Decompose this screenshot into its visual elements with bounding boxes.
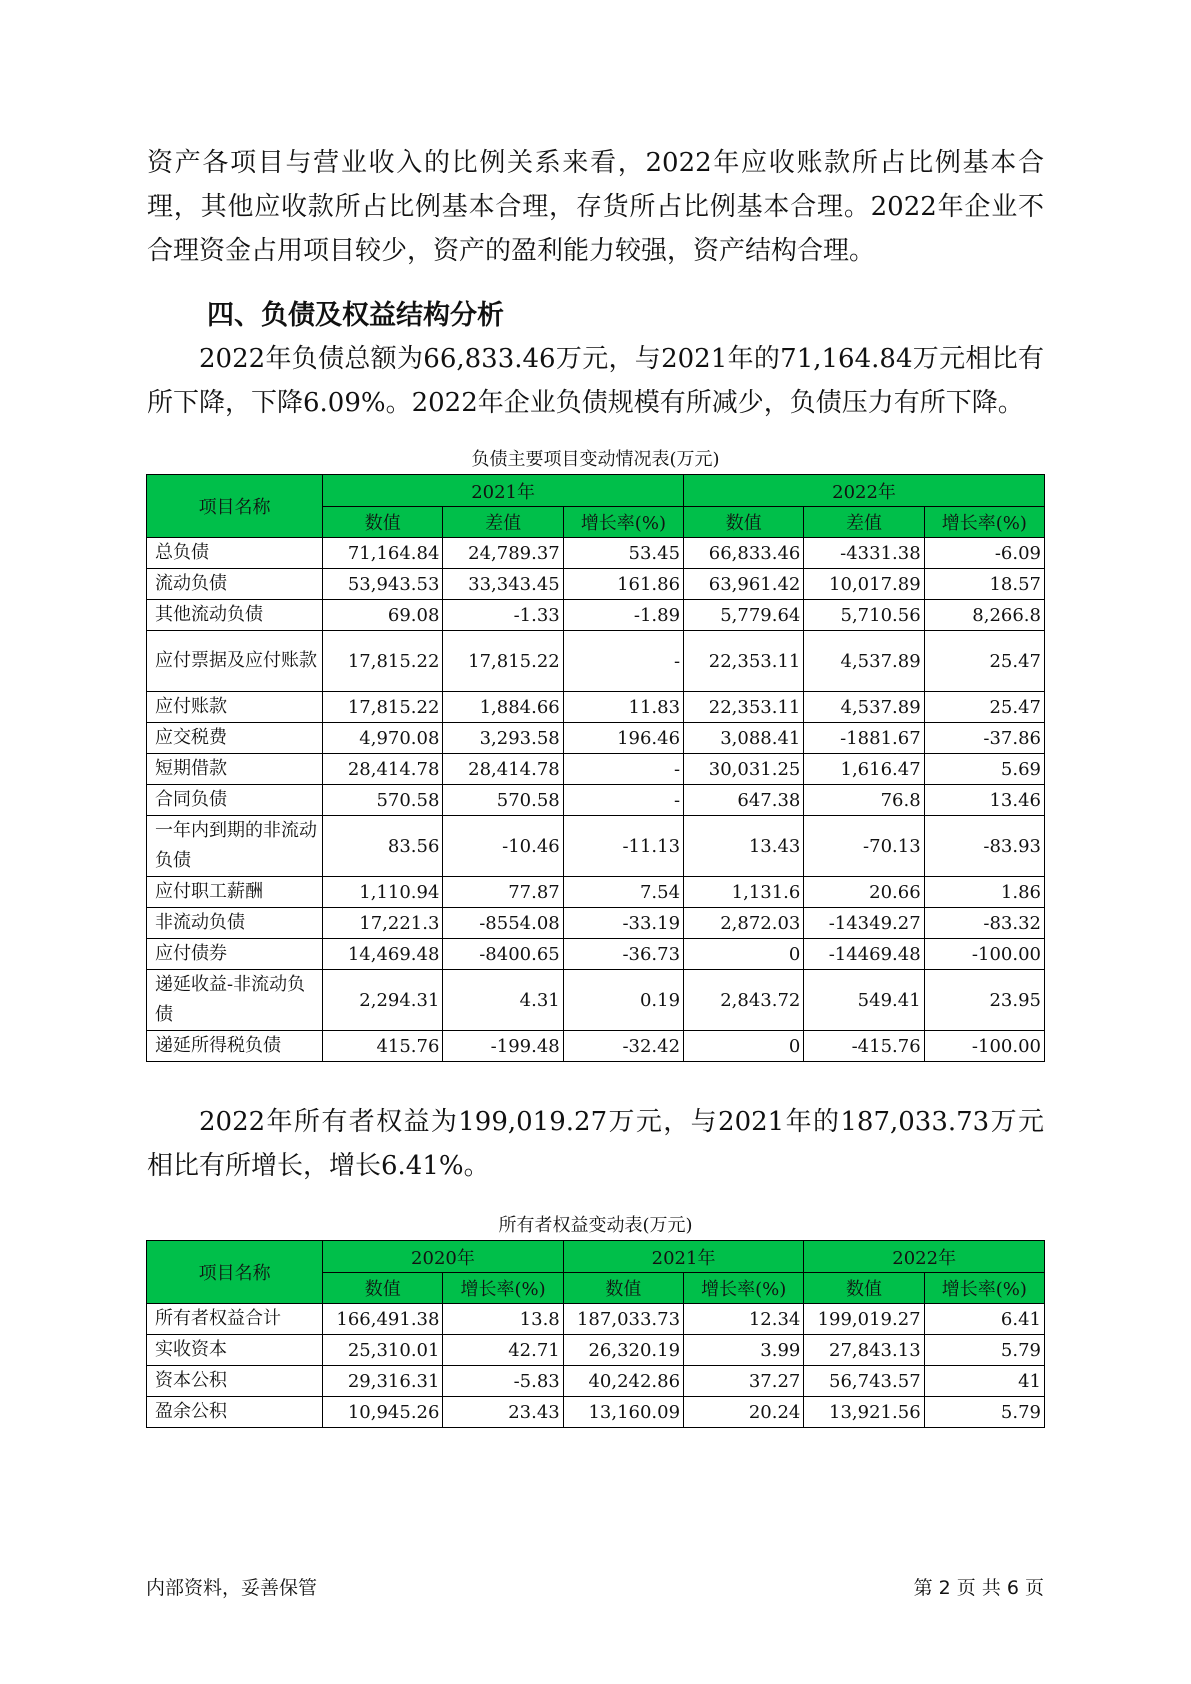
row-label: 流动负债: [147, 569, 323, 600]
cell-value: 17,815.22: [323, 631, 443, 692]
cell-value: 0: [684, 1031, 804, 1062]
cell-value: 63,961.42: [684, 569, 804, 600]
cell-value: 71,164.84: [323, 538, 443, 569]
table-row: [147, 1366, 1045, 1397]
cell-value: -: [563, 754, 683, 785]
cell-value: 53.45: [563, 538, 683, 569]
table-row: [147, 692, 1045, 723]
cell-value: 6.41: [924, 1304, 1044, 1335]
table-row: [147, 816, 1045, 877]
row-label: 应付职工薪酬: [147, 877, 323, 908]
cell-value: -: [563, 785, 683, 816]
cell-value: 25,310.01: [323, 1335, 443, 1366]
cell-value: 37.27: [684, 1366, 804, 1397]
cell-value: 166,491.38: [323, 1304, 443, 1335]
table2-year-header: 2020年: [323, 1241, 564, 1273]
cell-value: 647.38: [684, 785, 804, 816]
cell-value: 0: [684, 939, 804, 970]
cell-value: -36.73: [563, 939, 683, 970]
row-label: 递延所得税负债: [147, 1031, 323, 1062]
cell-value: 4,537.89: [804, 692, 924, 723]
cell-value: 77.87: [443, 877, 563, 908]
liability-table: [146, 474, 1045, 1062]
cell-value: -33.19: [563, 908, 683, 939]
table-row: [147, 1031, 1045, 1062]
cell-value: 199,019.27: [804, 1304, 924, 1335]
table1-caption: 负债主要项目变动情况表(万元): [471, 449, 720, 470]
cell-value: 25.47: [924, 631, 1044, 692]
cell-value: 27,843.13: [804, 1335, 924, 1366]
row-label: 实收资本: [147, 1335, 323, 1366]
cell-value: 20.24: [684, 1397, 804, 1428]
table2-year-header: 2022年: [804, 1241, 1045, 1273]
table1-subheader: 差值: [804, 507, 924, 538]
paragraph-equity-summary: 2022年所有者权益为199,019.27万元，与2021年的187,033.73万元相比有所增长，增长6.41%。: [147, 1107, 1044, 1181]
cell-value: -37.86: [924, 723, 1044, 754]
table1-subheader: 数值: [684, 507, 804, 538]
table-row: [147, 569, 1045, 600]
cell-value: 2,843.72: [684, 970, 804, 1031]
table-row: [147, 877, 1045, 908]
cell-value: 17,815.22: [323, 692, 443, 723]
cell-value: 3,293.58: [443, 723, 563, 754]
cell-value: 415.76: [323, 1031, 443, 1062]
row-label: 递延收益-非流动负债: [147, 970, 323, 1031]
table2-subheader: 增长率(%): [924, 1273, 1044, 1304]
table1-subheader: 数值: [323, 507, 443, 538]
cell-value: -8554.08: [443, 908, 563, 939]
cell-value: 8,266.8: [924, 600, 1044, 631]
cell-value: 13.46: [924, 785, 1044, 816]
cell-value: 40,242.86: [563, 1366, 683, 1397]
table-row: [147, 785, 1045, 816]
row-label: 应付票据及应付账款: [147, 631, 323, 692]
cell-value: -1.33: [443, 600, 563, 631]
cell-value: -100.00: [924, 939, 1044, 970]
cell-value: 83.56: [323, 816, 443, 877]
cell-value: 53,943.53: [323, 569, 443, 600]
cell-value: 29,316.31: [323, 1366, 443, 1397]
row-label: 其他流动负债: [147, 600, 323, 631]
table-row: [147, 939, 1045, 970]
cell-value: 69.08: [323, 600, 443, 631]
table-row: [147, 723, 1045, 754]
table-row: [147, 1397, 1045, 1428]
cell-value: 7.54: [563, 877, 683, 908]
cell-value: 2,294.31: [323, 970, 443, 1031]
table2-name-header: 项目名称: [147, 1241, 323, 1304]
cell-value: 22,353.11: [684, 692, 804, 723]
cell-value: 13,160.09: [563, 1397, 683, 1428]
table2-caption: 所有者权益变动表(万元): [498, 1215, 693, 1236]
cell-value: 28,414.78: [443, 754, 563, 785]
table1-subheader: 差值: [443, 507, 563, 538]
cell-value: 66,833.46: [684, 538, 804, 569]
cell-value: 25.47: [924, 692, 1044, 723]
row-label: 所有者权益合计: [147, 1304, 323, 1335]
table2-year-header: 2021年: [563, 1241, 804, 1273]
cell-value: -8400.65: [443, 939, 563, 970]
table1-year-header: 2022年: [684, 475, 1045, 507]
table-row: [147, 631, 1045, 692]
row-label: 盈余公积: [147, 1397, 323, 1428]
table-row: [147, 1335, 1045, 1366]
cell-value: 549.41: [804, 970, 924, 1031]
cell-value: -14349.27: [804, 908, 924, 939]
section-heading: 四、负债及权益结构分析: [207, 300, 504, 331]
cell-value: 12.34: [684, 1304, 804, 1335]
cell-value: 14,469.48: [323, 939, 443, 970]
cell-value: 187,033.73: [563, 1304, 683, 1335]
table-row: [147, 538, 1045, 569]
cell-value: -: [563, 631, 683, 692]
cell-value: 23.95: [924, 970, 1044, 1031]
cell-value: 30,031.25: [684, 754, 804, 785]
row-label: 非流动负债: [147, 908, 323, 939]
row-label: 应付债券: [147, 939, 323, 970]
cell-value: 4.31: [443, 970, 563, 1031]
cell-value: 5.69: [924, 754, 1044, 785]
cell-value: 3,088.41: [684, 723, 804, 754]
cell-value: 4,537.89: [804, 631, 924, 692]
table-row: [147, 600, 1045, 631]
equity-table: [146, 1240, 1045, 1428]
cell-value: 5.79: [924, 1397, 1044, 1428]
cell-value: 23.43: [443, 1397, 563, 1428]
cell-value: -1881.67: [804, 723, 924, 754]
cell-value: 76.8: [804, 785, 924, 816]
table1-subheader: 增长率(%): [924, 507, 1044, 538]
cell-value: 24,789.37: [443, 538, 563, 569]
cell-value: 11.83: [563, 692, 683, 723]
table2-subheader: 增长率(%): [684, 1273, 804, 1304]
footer-confidential-note: 内部资料，妥善保管: [146, 1577, 318, 1599]
cell-value: -14469.48: [804, 939, 924, 970]
table2-subheader: 数值: [563, 1273, 683, 1304]
cell-value: 13.43: [684, 816, 804, 877]
table2-subheader: 数值: [323, 1273, 443, 1304]
cell-value: -1.89: [563, 600, 683, 631]
cell-value: 570.58: [443, 785, 563, 816]
cell-value: -5.83: [443, 1366, 563, 1397]
table2-subheader: 增长率(%): [443, 1273, 563, 1304]
footer-page-number: 第 2 页 共 6 页: [913, 1577, 1044, 1599]
cell-value: 1,131.6: [684, 877, 804, 908]
cell-value: 1.86: [924, 877, 1044, 908]
cell-value: 3.99: [684, 1335, 804, 1366]
row-label: 一年内到期的非流动负债: [147, 816, 323, 877]
cell-value: 4,970.08: [323, 723, 443, 754]
cell-value: -10.46: [443, 816, 563, 877]
row-label: 应交税费: [147, 723, 323, 754]
cell-value: -32.42: [563, 1031, 683, 1062]
cell-value: 56,743.57: [804, 1366, 924, 1397]
cell-value: -83.32: [924, 908, 1044, 939]
table-row: [147, 970, 1045, 1031]
paragraph-liability-summary: 2022年负债总额为66,833.46万元，与2021年的71,164.84万元相比有所下降，下降6.09%。2022年企业负债规模有所减少，负债压力有所下降。: [147, 344, 1044, 418]
cell-value: 17,815.22: [443, 631, 563, 692]
row-label: 资本公积: [147, 1366, 323, 1397]
cell-value: 17,221.3: [323, 908, 443, 939]
cell-value: 5,710.56: [804, 600, 924, 631]
cell-value: 28,414.78: [323, 754, 443, 785]
table-row: [147, 1304, 1045, 1335]
row-label: 总负债: [147, 538, 323, 569]
cell-value: -70.13: [804, 816, 924, 877]
cell-value: 1,110.94: [323, 877, 443, 908]
table2-subheader: 数值: [804, 1273, 924, 1304]
cell-value: -199.48: [443, 1031, 563, 1062]
cell-value: 161.86: [563, 569, 683, 600]
table-row: [147, 908, 1045, 939]
cell-value: 1,616.47: [804, 754, 924, 785]
cell-value: 0.19: [563, 970, 683, 1031]
cell-value: 10,945.26: [323, 1397, 443, 1428]
cell-value: 570.58: [323, 785, 443, 816]
cell-value: -6.09: [924, 538, 1044, 569]
row-label: 合同负债: [147, 785, 323, 816]
cell-value: 33,343.45: [443, 569, 563, 600]
paragraph-asset-analysis: 资产各项目与营业收入的比例关系来看，2022年应收账款所占比例基本合理，其他应收款所占比例基本合理，存货所占比例基本合理。2022年企业不合理资金占用项目较少，资产的盈利能力较强，资产结构合理。: [147, 148, 1044, 266]
row-label: 短期借款: [147, 754, 323, 785]
cell-value: 18.57: [924, 569, 1044, 600]
cell-value: 1,884.66: [443, 692, 563, 723]
cell-value: 13.8: [443, 1304, 563, 1335]
cell-value: 13,921.56: [804, 1397, 924, 1428]
cell-value: 42.71: [443, 1335, 563, 1366]
row-label: 应付账款: [147, 692, 323, 723]
cell-value: 26,320.19: [563, 1335, 683, 1366]
cell-value: 20.66: [804, 877, 924, 908]
cell-value: 196.46: [563, 723, 683, 754]
cell-value: 2,872.03: [684, 908, 804, 939]
cell-value: 22,353.11: [684, 631, 804, 692]
cell-value: -100.00: [924, 1031, 1044, 1062]
cell-value: -415.76: [804, 1031, 924, 1062]
table1-name-header: 项目名称: [147, 475, 323, 538]
table-row: [147, 754, 1045, 785]
cell-value: -4331.38: [804, 538, 924, 569]
cell-value: 41: [924, 1366, 1044, 1397]
table1-subheader: 增长率(%): [563, 507, 683, 538]
cell-value: 5,779.64: [684, 600, 804, 631]
cell-value: 10,017.89: [804, 569, 924, 600]
cell-value: -83.93: [924, 816, 1044, 877]
table1-year-header: 2021年: [323, 475, 684, 507]
cell-value: -11.13: [563, 816, 683, 877]
cell-value: 5.79: [924, 1335, 1044, 1366]
